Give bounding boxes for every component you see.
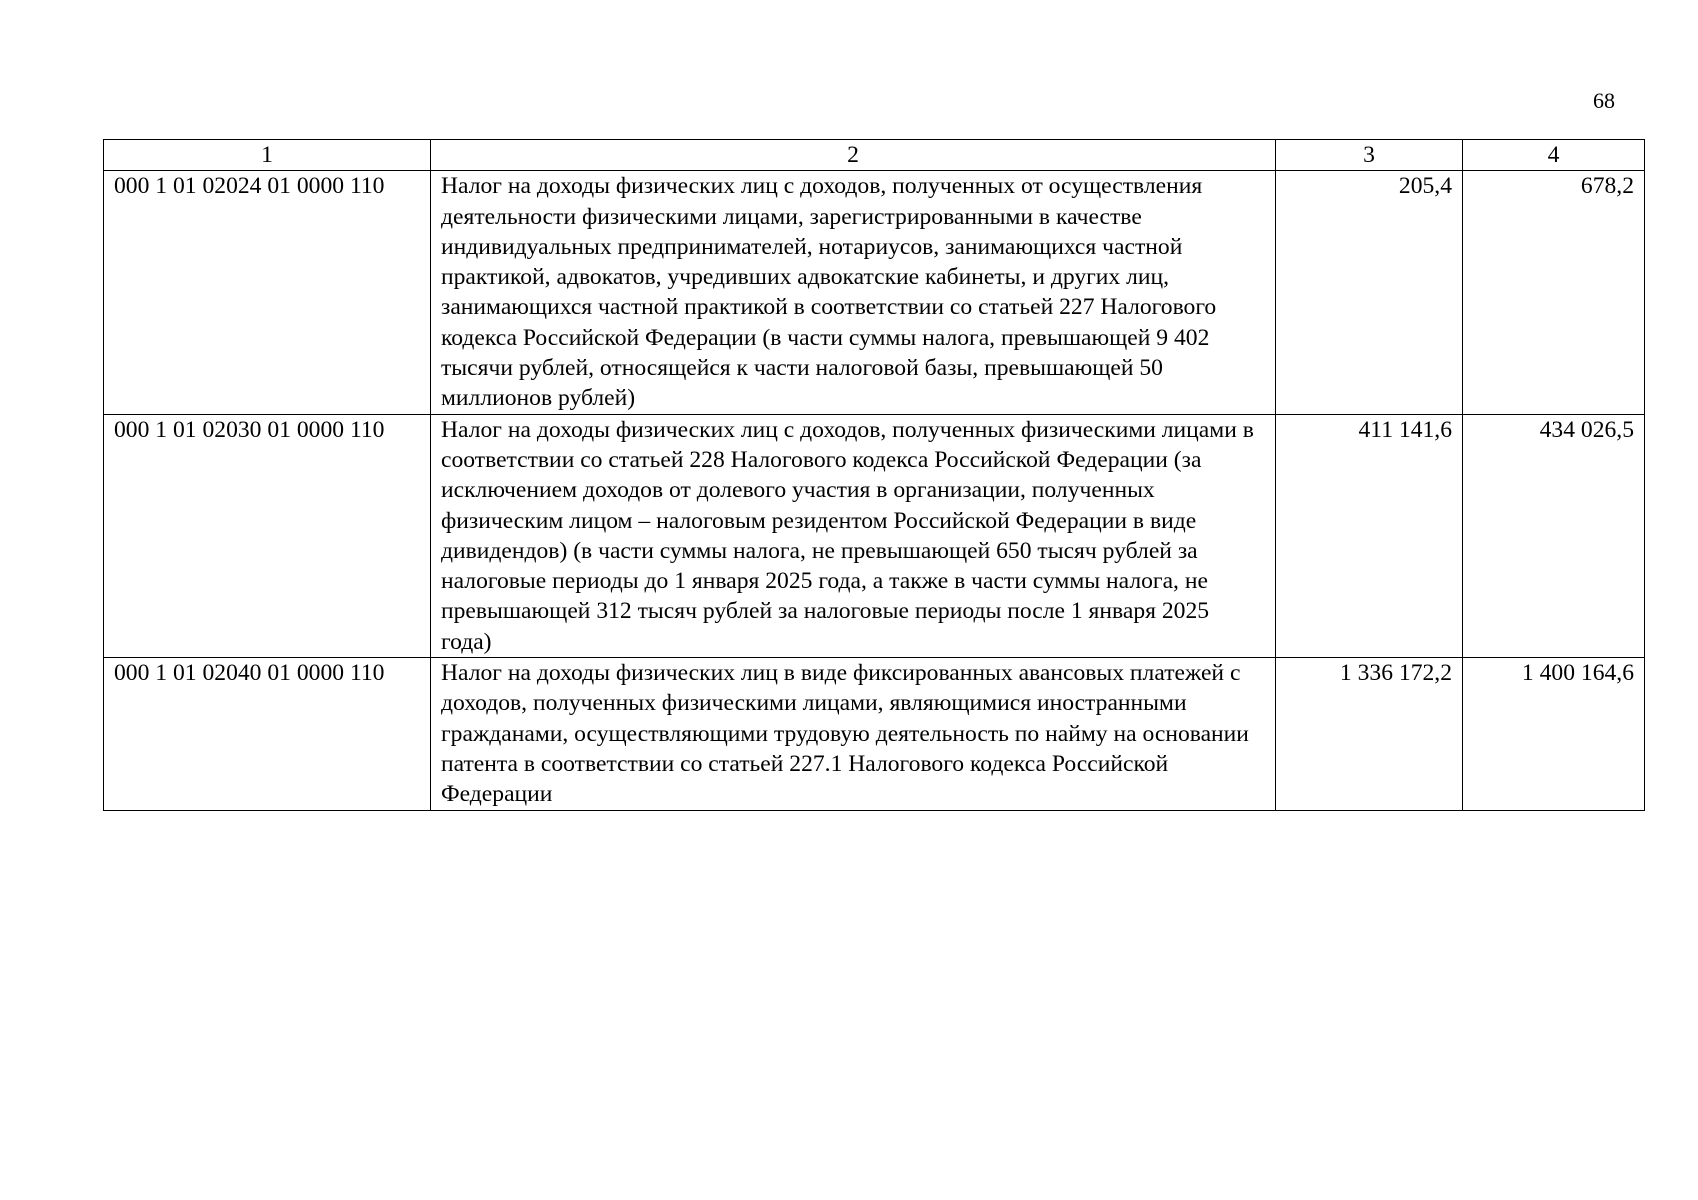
amount-col4-cell: 1 400 164,6 bbox=[1463, 658, 1645, 810]
revenue-table bbox=[103, 139, 1645, 811]
table-row bbox=[104, 171, 1645, 414]
amount-col4-cell: 678,2 bbox=[1463, 171, 1645, 414]
page-number: 68 bbox=[1593, 88, 1615, 113]
revenue-name-cell: Налог на доходы физических лиц в виде фиксированных авансовых платежей с доходов, полученных физическими лицами, являющимися иностранными гражданами, осуществляющими трудовую деятельность по найму на основании патента в соответствии со статьей 227.1 Налогового кодекса Российской Федерации bbox=[431, 658, 1276, 810]
amount-col3-cell: 1 336 172,2 bbox=[1276, 658, 1463, 810]
amount-col4-cell: 434 026,5 bbox=[1463, 414, 1645, 657]
revenue-name-cell: Налог на доходы физических лиц с доходов, полученных физическими лицами в соответствии со статьей 228 Налогового кодекса Российской Федерации (за исключением доходов от долевого участия в организации, полученных физическим лицом – налоговым резидентом Российской Федерации в виде дивидендов) (в части суммы налога, не превышающей 650 тысяч рублей за налоговые периоды до 1 января 2025 года, а также в части суммы налога, не превышающей 312 тысяч рублей за налоговые периоды после 1 января 2025 года) bbox=[431, 414, 1276, 657]
column-header-1: 1 bbox=[104, 140, 431, 171]
column-header-3: 3 bbox=[1276, 140, 1463, 171]
table-row bbox=[104, 658, 1645, 810]
table-row bbox=[104, 414, 1645, 657]
column-header-4: 4 bbox=[1463, 140, 1645, 171]
amount-col3-cell: 411 141,6 bbox=[1276, 414, 1463, 657]
budget-code-cell: 000 1 01 02040 01 0000 110 bbox=[104, 658, 431, 810]
table-header-row bbox=[104, 140, 1645, 171]
budget-code-cell: 000 1 01 02024 01 0000 110 bbox=[104, 171, 431, 414]
column-header-2: 2 bbox=[431, 140, 1276, 171]
revenue-name-cell: Налог на доходы физических лиц с доходов, полученных от осуществления деятельности физическими лицами, зарегистрированными в качестве индивидуальных предпринимателей, нотариусов, занимающихся частной практикой, адвокатов, учредивших адвокатские кабинеты, и других лиц, занимающихся частной практикой в соответствии со статьей 227 Налогового кодекса Российской Федерации (в части суммы налога, превышающей 9 402 тысячи рублей, относящейся к части налоговой базы, превышающей 50 миллионов рублей) bbox=[431, 171, 1276, 414]
budget-code-cell: 000 1 01 02030 01 0000 110 bbox=[104, 414, 431, 657]
amount-col3-cell: 205,4 bbox=[1276, 171, 1463, 414]
